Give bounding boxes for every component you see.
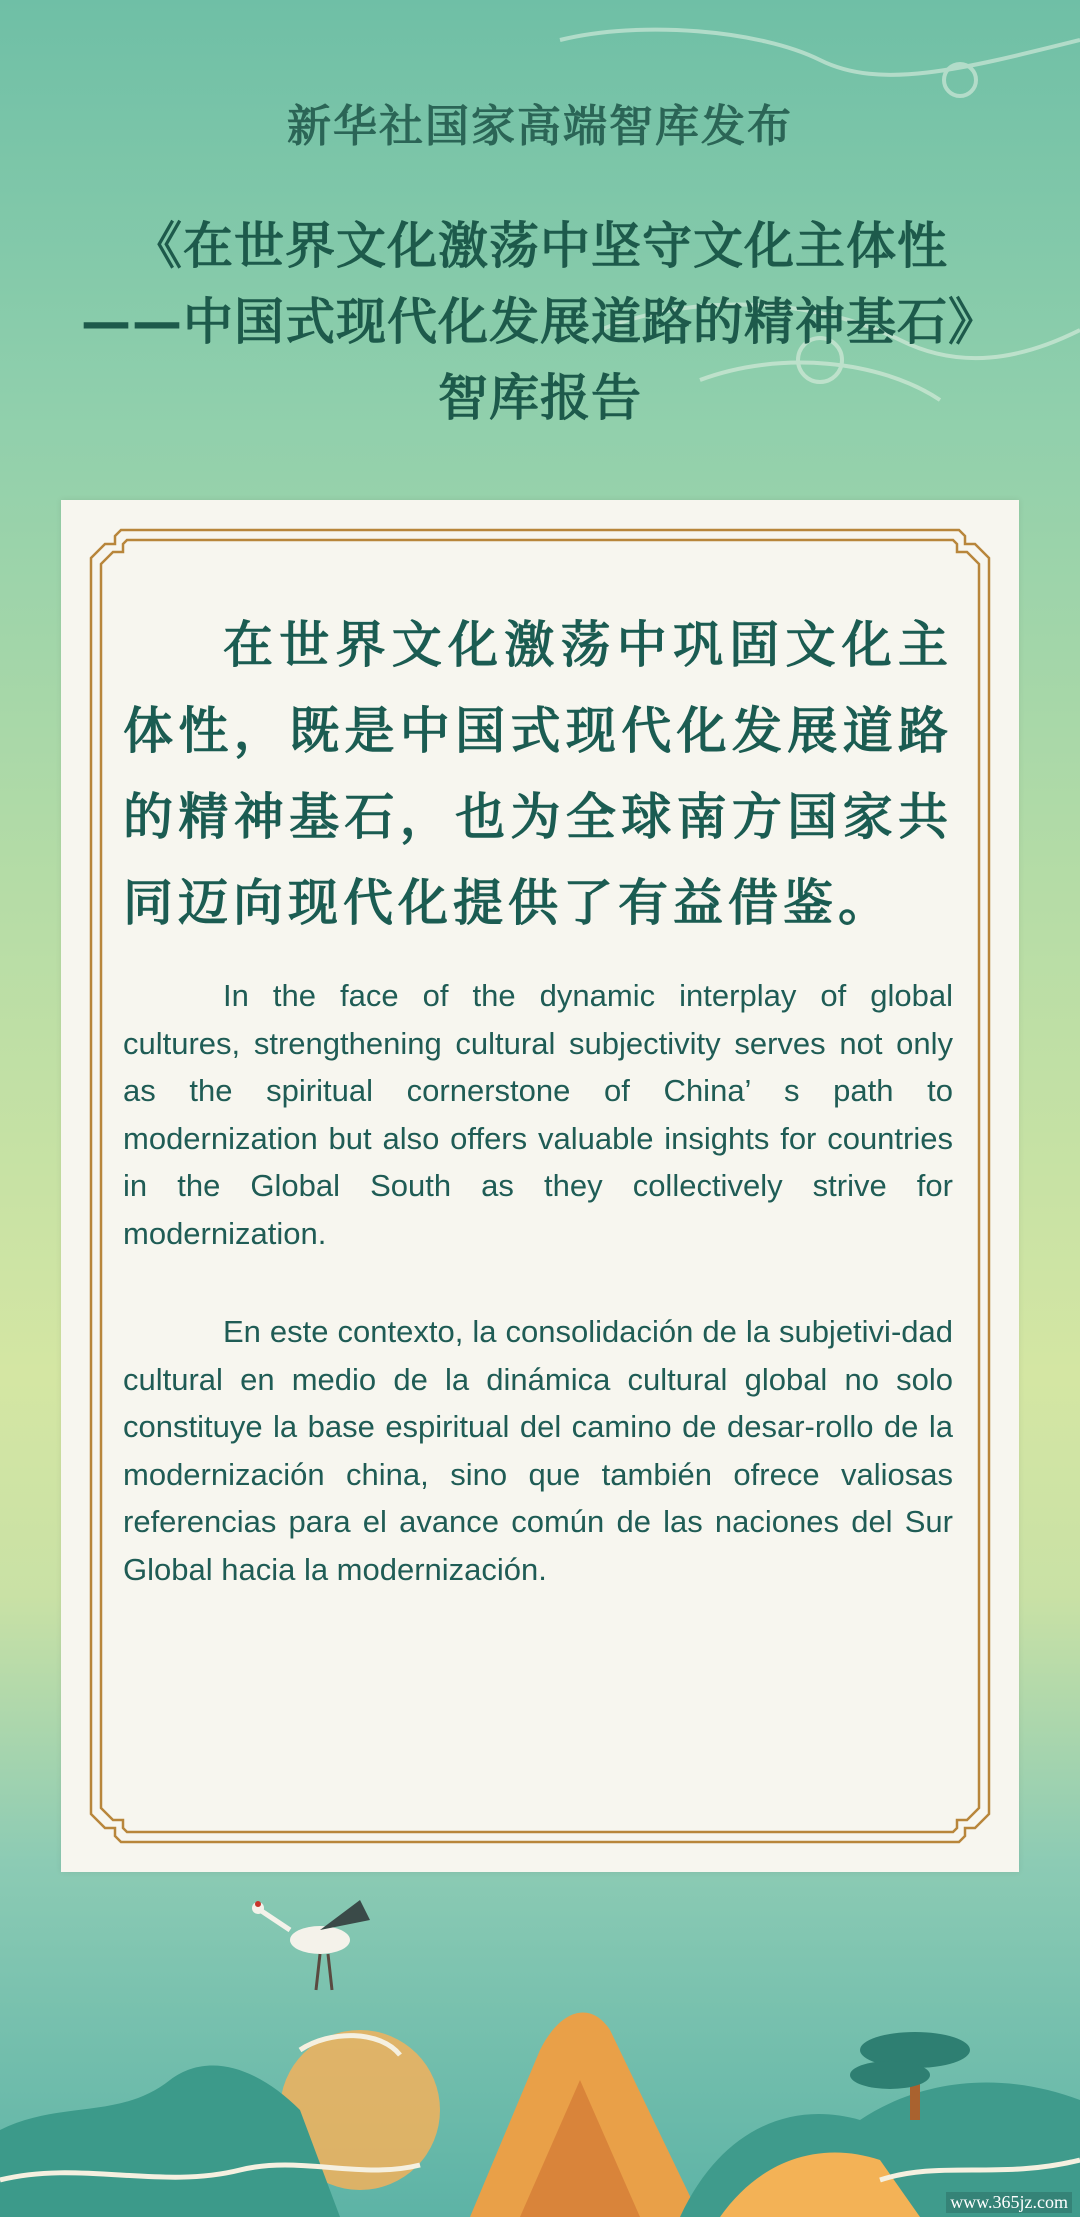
report-title-line-2: ——中国式现代化发展道路的精神基石》 [81,293,999,351]
crane-bird [252,1900,370,1990]
quote-card [61,500,1019,1872]
spanish-quote: En este contexto, la consolidación de la subjetivi-dad cultural en medio de la dinámica cultural global no solo constituye la base espiritual del camino de desar-rollo de la modernización china, sino que también ofrece valiosas referencias para el avance común de las naciones del Sur Global hacia la modernización. [123,1314,953,1587]
chinese-quote: 在世界文化激荡中巩固文化主体性，既是中国式现代化发展道路的精神基石，也为全球南方国家共同迈向现代化提供了有益借鉴。 [123,616,953,932]
header [0,90,1080,436]
watermark: www.365jz.com [946,2192,1072,2213]
english-quote: In the face of the dynamic interplay of global cultures, strengthening cultural subjectivity serves not only as the spiritual cornerstone of China’ s path to modernization but also offers valuable insights for countries in the Global South as they collectively strive for modernization. [123,978,953,1251]
landscape-illustration [0,1880,1080,2217]
report-title-line-3: 智库报告 [438,369,642,427]
report-title-line-1: 《在世界文化激荡中坚守文化主体性 [132,217,948,275]
publisher-label: 新华社国家高端智库发布 [287,101,793,152]
